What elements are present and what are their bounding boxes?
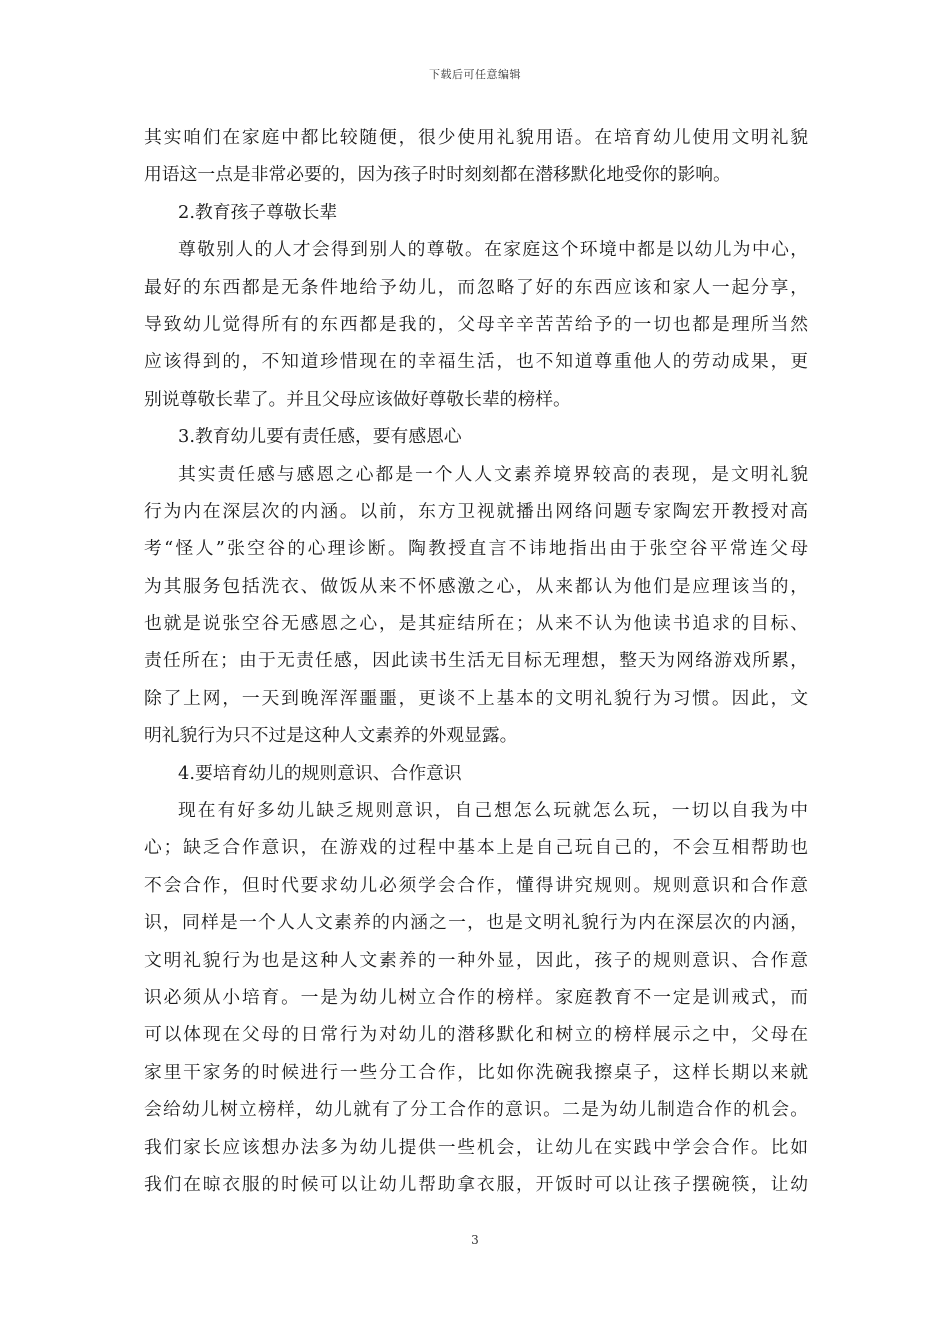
section-heading: 2.教育孩子尊敬长辈 [178, 201, 338, 223]
body-line: 也就是说张空谷无感恩之心，是其症结所在；从来不认为他读书追求的目标、 [144, 613, 808, 635]
body-line: 文明礼貌行为也是这种人文素养的一种外显，因此，孩子的规则意识、合作意 [144, 949, 808, 971]
body-line: 识，同样是一个人人文素养的内涵之一，也是文明礼貌行为内在深层次的内涵， [144, 912, 808, 934]
section-heading: 3.教育幼儿要有责任感，要有感恩心 [178, 426, 462, 448]
body-line: 应该得到的，不知道珍惜现在的幸福生活，也不知道尊重他人的劳动成果，更 [144, 351, 808, 373]
section-heading: 4.要培育幼儿的规则意识、合作意识 [178, 762, 462, 784]
body-line: 为其服务包括洗衣、做饭从来不怀感激之心，从来都认为他们是应理该当的， [144, 575, 808, 597]
body-line: 心；缺乏合作意识，在游戏的过程中基本上是自己玩自己的，不会互相帮助也 [144, 837, 808, 859]
body-line: 我们在晾衣服的时候可以让幼儿帮助拿衣服，开饭时可以让孩子摆碗筷，让幼 [144, 1173, 808, 1195]
page-header: 下载后可任意编辑 [429, 68, 521, 81]
body-line: 最好的东西都是无条件地给予幼儿，而忽略了好的东西应该和家人一起分享， [144, 276, 808, 298]
body-line: 可以体现在父母的日常行为对幼儿的潜移默化和树立的榜样展示之中，父母在 [144, 1024, 808, 1046]
body-line: 明礼貌行为只不过是这种人文素养的外观显露。 [144, 725, 518, 747]
body-line: 识必须从小培育。一是为幼儿树立合作的榜样。家庭教育不一定是训戒式，而 [144, 986, 808, 1008]
body-line: 现在有好多幼儿缺乏规则意识，自己想怎么玩就怎么玩，一切以自我为中 [178, 800, 808, 822]
body-line: 我们家长应该想办法多为幼儿提供一些机会，让幼儿在实践中学会合作。比如 [144, 1136, 808, 1158]
body-line: 不会合作，但时代要求幼儿必须学会合作，懂得讲究规则。规则意识和合作意 [144, 874, 808, 896]
body-line: 责任所在；由于无责任感，因此读书生活无目标无理想，整天为网络游戏所累， [144, 650, 808, 672]
body-line: 导致幼儿觉得所有的东西都是我的，父母辛辛苦苦给予的一切也都是理所当然 [144, 313, 808, 335]
body-line: 别说尊敬长辈了。并且父母应该做好尊敬长辈的榜样。 [144, 388, 571, 410]
body-line: 会给幼儿树立榜样，幼儿就有了分工合作的意识。二是为幼儿制造合作的机会。 [144, 1099, 808, 1121]
document-body [144, 119, 808, 1203]
body-line: 行为内在深层次的内涵。以前，东方卫视就播出网络问题专家陶宏开教授对高 [144, 500, 808, 522]
body-line: 其实责任感与感恩之心都是一个人人文素养境界较高的表现，是文明礼貌 [178, 463, 808, 485]
body-line: 考“怪人”张空谷的心理诊断。陶教授直言不讳地指出由于张空谷平常连父母 [144, 538, 808, 560]
body-line: 尊敬别人的人才会得到别人的尊敬。在家庭这个环境中都是以幼儿为中心， [178, 239, 808, 261]
body-line: 用语这一点是非常必要的，因为孩子时时刻刻都在潜移默化地受你的影响。 [144, 164, 731, 186]
body-line: 其实咱们在家庭中都比较随便，很少使用礼貌用语。在培育幼儿使用文明礼貌 [144, 127, 808, 148]
body-line: 除了上网，一天到晚浑浑噩噩，更谈不上基本的文明礼貌行为习惯。因此，文 [144, 687, 808, 709]
page-number: 3 [471, 1233, 479, 1247]
body-line: 家里干家务的时候进行一些分工合作，比如你洗碗我擦桌子，这样长期以来就 [144, 1061, 808, 1083]
